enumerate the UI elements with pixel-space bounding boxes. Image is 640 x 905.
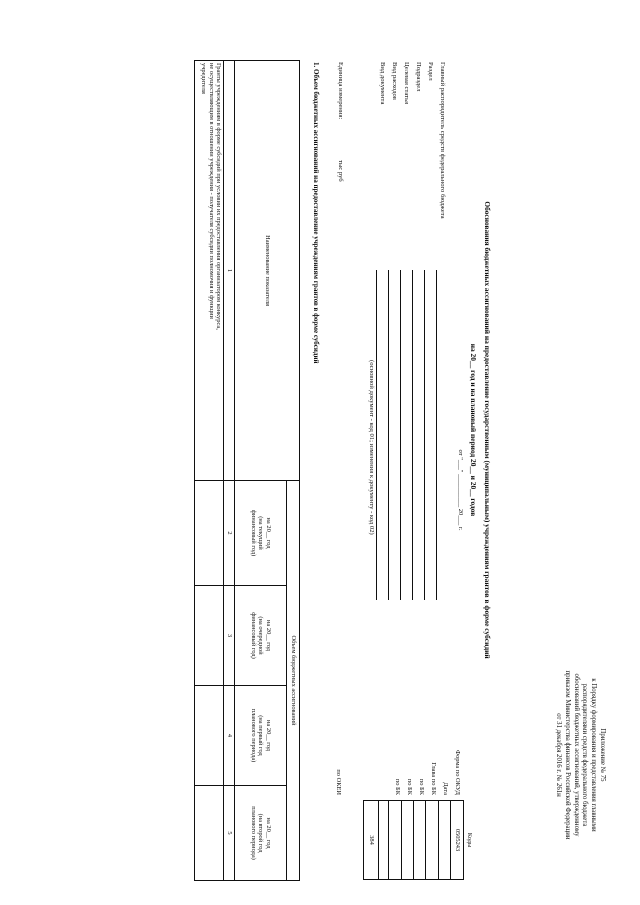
- appendix-note: [553, 640, 606, 870]
- table-row: [195, 61, 224, 881]
- title-line-1: Обоснования бюджетных ассигнований на предоставление государственным (муниципальным) учреждениям грантов в форме субсидий: [483, 201, 492, 659]
- expense-type-field[interactable]: [388, 270, 389, 600]
- doc-type-note: (основной документ - код 01; изменения к документу - код 02): [368, 360, 375, 535]
- okud-code: 0505243: [451, 801, 463, 880]
- unit-value: тыс руб: [337, 160, 344, 182]
- appendix-line: обоснований бюджетных ассигнований, утвержденному: [572, 673, 580, 837]
- date-label: Дата: [442, 782, 449, 795]
- col-number: 3: [224, 586, 235, 686]
- col-header-3: на 20__ год (на очередной финансовый год): [235, 586, 287, 686]
- bk-code-1[interactable]: [414, 801, 426, 880]
- allocations-table: [194, 60, 300, 881]
- appendix-line: распорядителями средств федерального бюджета: [581, 683, 589, 827]
- field-label-doc-type: Вид документа: [379, 62, 386, 105]
- appendix-line: приказом Министерства финансов Российской Федерации: [563, 670, 571, 840]
- subsection-field[interactable]: [412, 270, 413, 600]
- field-label-expense-type: Вид расходов: [391, 62, 398, 100]
- okud-label: Форма по ОКУД: [454, 750, 461, 795]
- document-title: [453, 150, 494, 710]
- target-field[interactable]: [400, 270, 401, 600]
- codes-header: Коды: [466, 832, 474, 848]
- bk-code-2[interactable]: [401, 801, 413, 880]
- col-number: 1: [224, 61, 235, 481]
- field-label-target: Целевая статья: [403, 62, 410, 105]
- field-label-distributor: Главный распорядитель средств федерального бюджета: [439, 62, 446, 219]
- cell-next-year[interactable]: [195, 586, 224, 686]
- cell-current-year[interactable]: [195, 481, 224, 586]
- col-number: 2: [224, 481, 235, 586]
- section-field[interactable]: [424, 270, 425, 600]
- okei-label: по ОКЕИ: [335, 769, 342, 795]
- appendix-line: Приложение № 75: [599, 728, 606, 782]
- field-label-section: Раздел: [427, 62, 434, 81]
- chapter-code[interactable]: [426, 801, 438, 880]
- cell-plan-year-1[interactable]: [195, 686, 224, 786]
- blank-code[interactable]: [379, 801, 389, 880]
- distributor-field[interactable]: [436, 270, 437, 600]
- appendix-line: к Порядку формирования и представления главными: [590, 678, 598, 832]
- bk-label: по БК: [418, 778, 425, 795]
- codes-table: [363, 800, 475, 880]
- title-line-2: на 20__ год и на плановый период 20__ и 20__ годов: [468, 343, 478, 517]
- date-code[interactable]: [438, 801, 450, 880]
- section-heading: 1. Объем бюджетных ассигнований на предоставление учреждениям грантов в форме субсидий: [312, 62, 320, 364]
- col-header-2: на 20__ год (на текущий финансовый год): [235, 481, 287, 586]
- col-header-4: на 20__ год (на первый год планового периода): [235, 686, 287, 786]
- document-date: от "___" __________ 20___ г.: [456, 449, 464, 531]
- bk-code-3[interactable]: [389, 801, 401, 880]
- unit-label: Единица измерения:: [337, 62, 344, 120]
- col-header-5: на 20__ год (на второй год планового периода): [235, 786, 287, 881]
- group-header: Объем бюджетных ассигнований: [287, 481, 300, 881]
- col-header-name: Наименование показателя: [235, 61, 300, 481]
- col-number: 4: [224, 686, 235, 786]
- doc-type-field[interactable]: [376, 270, 377, 600]
- chapter-label: Глава по БК: [430, 762, 437, 795]
- okei-code: 384: [364, 801, 379, 880]
- bk-label: по БК: [394, 778, 401, 795]
- field-label-subsection: Подраздел: [415, 62, 422, 92]
- appendix-line: от 31 декабря 2016 г. № 261н: [554, 713, 562, 797]
- bk-label: по БК: [406, 778, 413, 795]
- col-number: 5: [224, 786, 235, 881]
- row-name: Гранты учреждениям в форме субсидий при условии их предоставления организатором конкурса, не осуществляющим в отношении учреждения - получателя субсидии полномочия и функции учредителя: [195, 61, 224, 481]
- cell-plan-year-2[interactable]: [195, 786, 224, 881]
